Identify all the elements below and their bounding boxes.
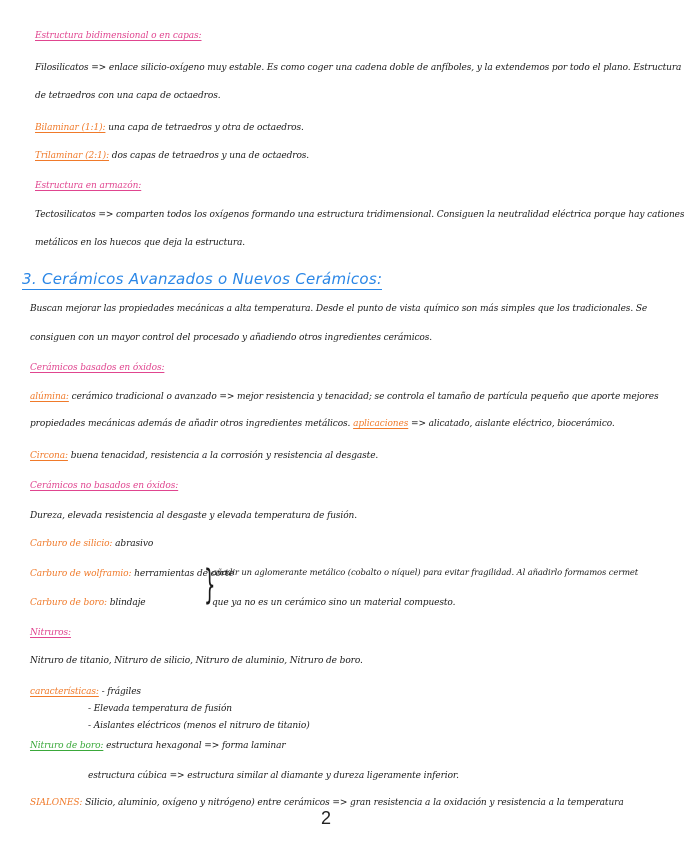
carburo-boro-label: Carburo de boro: bbox=[30, 598, 107, 608]
trilaminar-label: Trilaminar (2:1): bbox=[35, 151, 110, 161]
brace-text-line2: que ya no es un cerámico sino un material compuesto. bbox=[212, 598, 456, 608]
carburo-silicio-text: abrasivo bbox=[115, 539, 154, 549]
circona-row bbox=[30, 450, 378, 462]
nitruros-title: Nitruros: bbox=[30, 628, 71, 638]
carburo-silicio-label: Carburo de silicio: bbox=[30, 539, 113, 549]
bilaminar-row bbox=[35, 122, 304, 134]
intro-line1: Buscan mejorar las propiedades mecánicas a alta temperatura. Desde el punto de vista químico son más simples que los tradicionales. Se bbox=[30, 304, 648, 314]
intro-line2: consiguen con un mayor control del procesado y añadiendo otros ingredientes cerámicos. bbox=[30, 333, 433, 343]
nitruro-boro-row bbox=[30, 740, 286, 752]
carburo-silicio-row bbox=[30, 538, 153, 550]
carburo-wolframio-label: Carburo de wolframio: bbox=[30, 569, 132, 579]
no-oxidos-title: Cerámicos no basados en óxidos: bbox=[30, 481, 179, 491]
brace-text-line1: añadir un aglomerante metálico (cobalto o níquel) para evitar fragilidad. Al añadirlo formamos cermet bbox=[212, 567, 639, 577]
alumina-label: alúmina: bbox=[30, 392, 69, 402]
sialones-label: SIALONES: bbox=[30, 798, 83, 808]
caracteristica-2: - Elevada temperatura de fusión bbox=[88, 704, 232, 714]
brace-glyph: } bbox=[203, 562, 216, 608]
filosilicatos-line1: Filosilicatos => enlace silicio-oxígeno muy estable. Es como coger una cadena doble de anfíboles, y la extendemos por todo el plano. Estructura bbox=[35, 63, 682, 73]
tectosilicatos-line1: Tectosilicatos => comparten todos los oxígenos formando una estructura tridimensional. Consiguen la neutralidad eléctrica porque hay cationes bbox=[35, 210, 684, 220]
sialones-text: Silicio, aluminio, oxígeno y nitrógeno) entre cerámicos => gran resistencia a la oxidación y resistencia a la temperatura bbox=[85, 798, 624, 808]
filosilicatos-line2: de tetraedros con una capa de octaedros. bbox=[35, 91, 221, 101]
armazon-title: Estructura en armazón: bbox=[35, 181, 142, 191]
page-number: 2 bbox=[321, 808, 332, 828]
alumina-aplicaciones-text: => alicatado, aislante eléctrico, biocerámico. bbox=[411, 419, 615, 429]
alumina-row1 bbox=[30, 391, 659, 403]
alumina-line1: cerámico tradicional o avanzado => mejor resistencia y tenacidad; se controla el tamaño de partícula pequeño que aporte mejores bbox=[71, 392, 659, 402]
section-heading: 3. Cerámicos Avanzados o Nuevos Cerámicos: bbox=[22, 270, 383, 288]
nitruros-list: Nitruro de titanio, Nitruro de silicio, Nitruro de aluminio, Nitruro de boro. bbox=[30, 656, 363, 666]
alumina-aplicaciones-label: aplicaciones bbox=[353, 419, 409, 429]
bilaminar-text: una capa de tetraedros y otra de octaedros. bbox=[108, 123, 304, 133]
oxidos-title: Cerámicos basados en óxidos: bbox=[30, 363, 165, 373]
carburo-wolframio-text: herramientas de corte bbox=[134, 569, 234, 579]
bilaminar-label: Bilaminar (1:1): bbox=[35, 123, 106, 133]
caracteristicas-label: características: bbox=[30, 687, 99, 697]
nitruro-boro-text2: estructura cúbica => estructura similar al diamante y dureza ligeramente inferior. bbox=[88, 771, 459, 781]
trilaminar-text: dos capas de tetraedros y una de octaedros. bbox=[111, 151, 310, 161]
circona-label: Circona: bbox=[30, 451, 68, 461]
caracteristica-1: - frágiles bbox=[101, 687, 141, 697]
carburo-boro-row bbox=[30, 597, 146, 609]
carburo-boro-text: blindaje bbox=[109, 598, 146, 608]
nitruro-boro-text1: estructura hexagonal => forma laminar bbox=[106, 741, 286, 751]
bidimensional-title: Estructura bidimensional o en capas: bbox=[35, 31, 202, 41]
circona-text: buena tenacidad, resistencia a la corrosión y resistencia al desgaste. bbox=[70, 451, 379, 461]
caracteristicas-row bbox=[30, 686, 141, 698]
caracteristica-3: - Aislantes eléctricos (menos el nitruro de titanio) bbox=[88, 721, 310, 731]
trilaminar-row bbox=[35, 150, 309, 162]
no-oxidos-text: Dureza, elevada resistencia al desgaste y elevada temperatura de fusión. bbox=[30, 511, 357, 521]
alumina-row2 bbox=[30, 418, 615, 430]
nitruro-boro-label: Nitruro de boro: bbox=[30, 741, 104, 751]
tectosilicatos-line2: metálicos en los huecos que deja la estructura. bbox=[35, 238, 246, 248]
alumina-line2: propiedades mecánicas además de añadir otros ingredientes metálicos. bbox=[30, 419, 351, 429]
